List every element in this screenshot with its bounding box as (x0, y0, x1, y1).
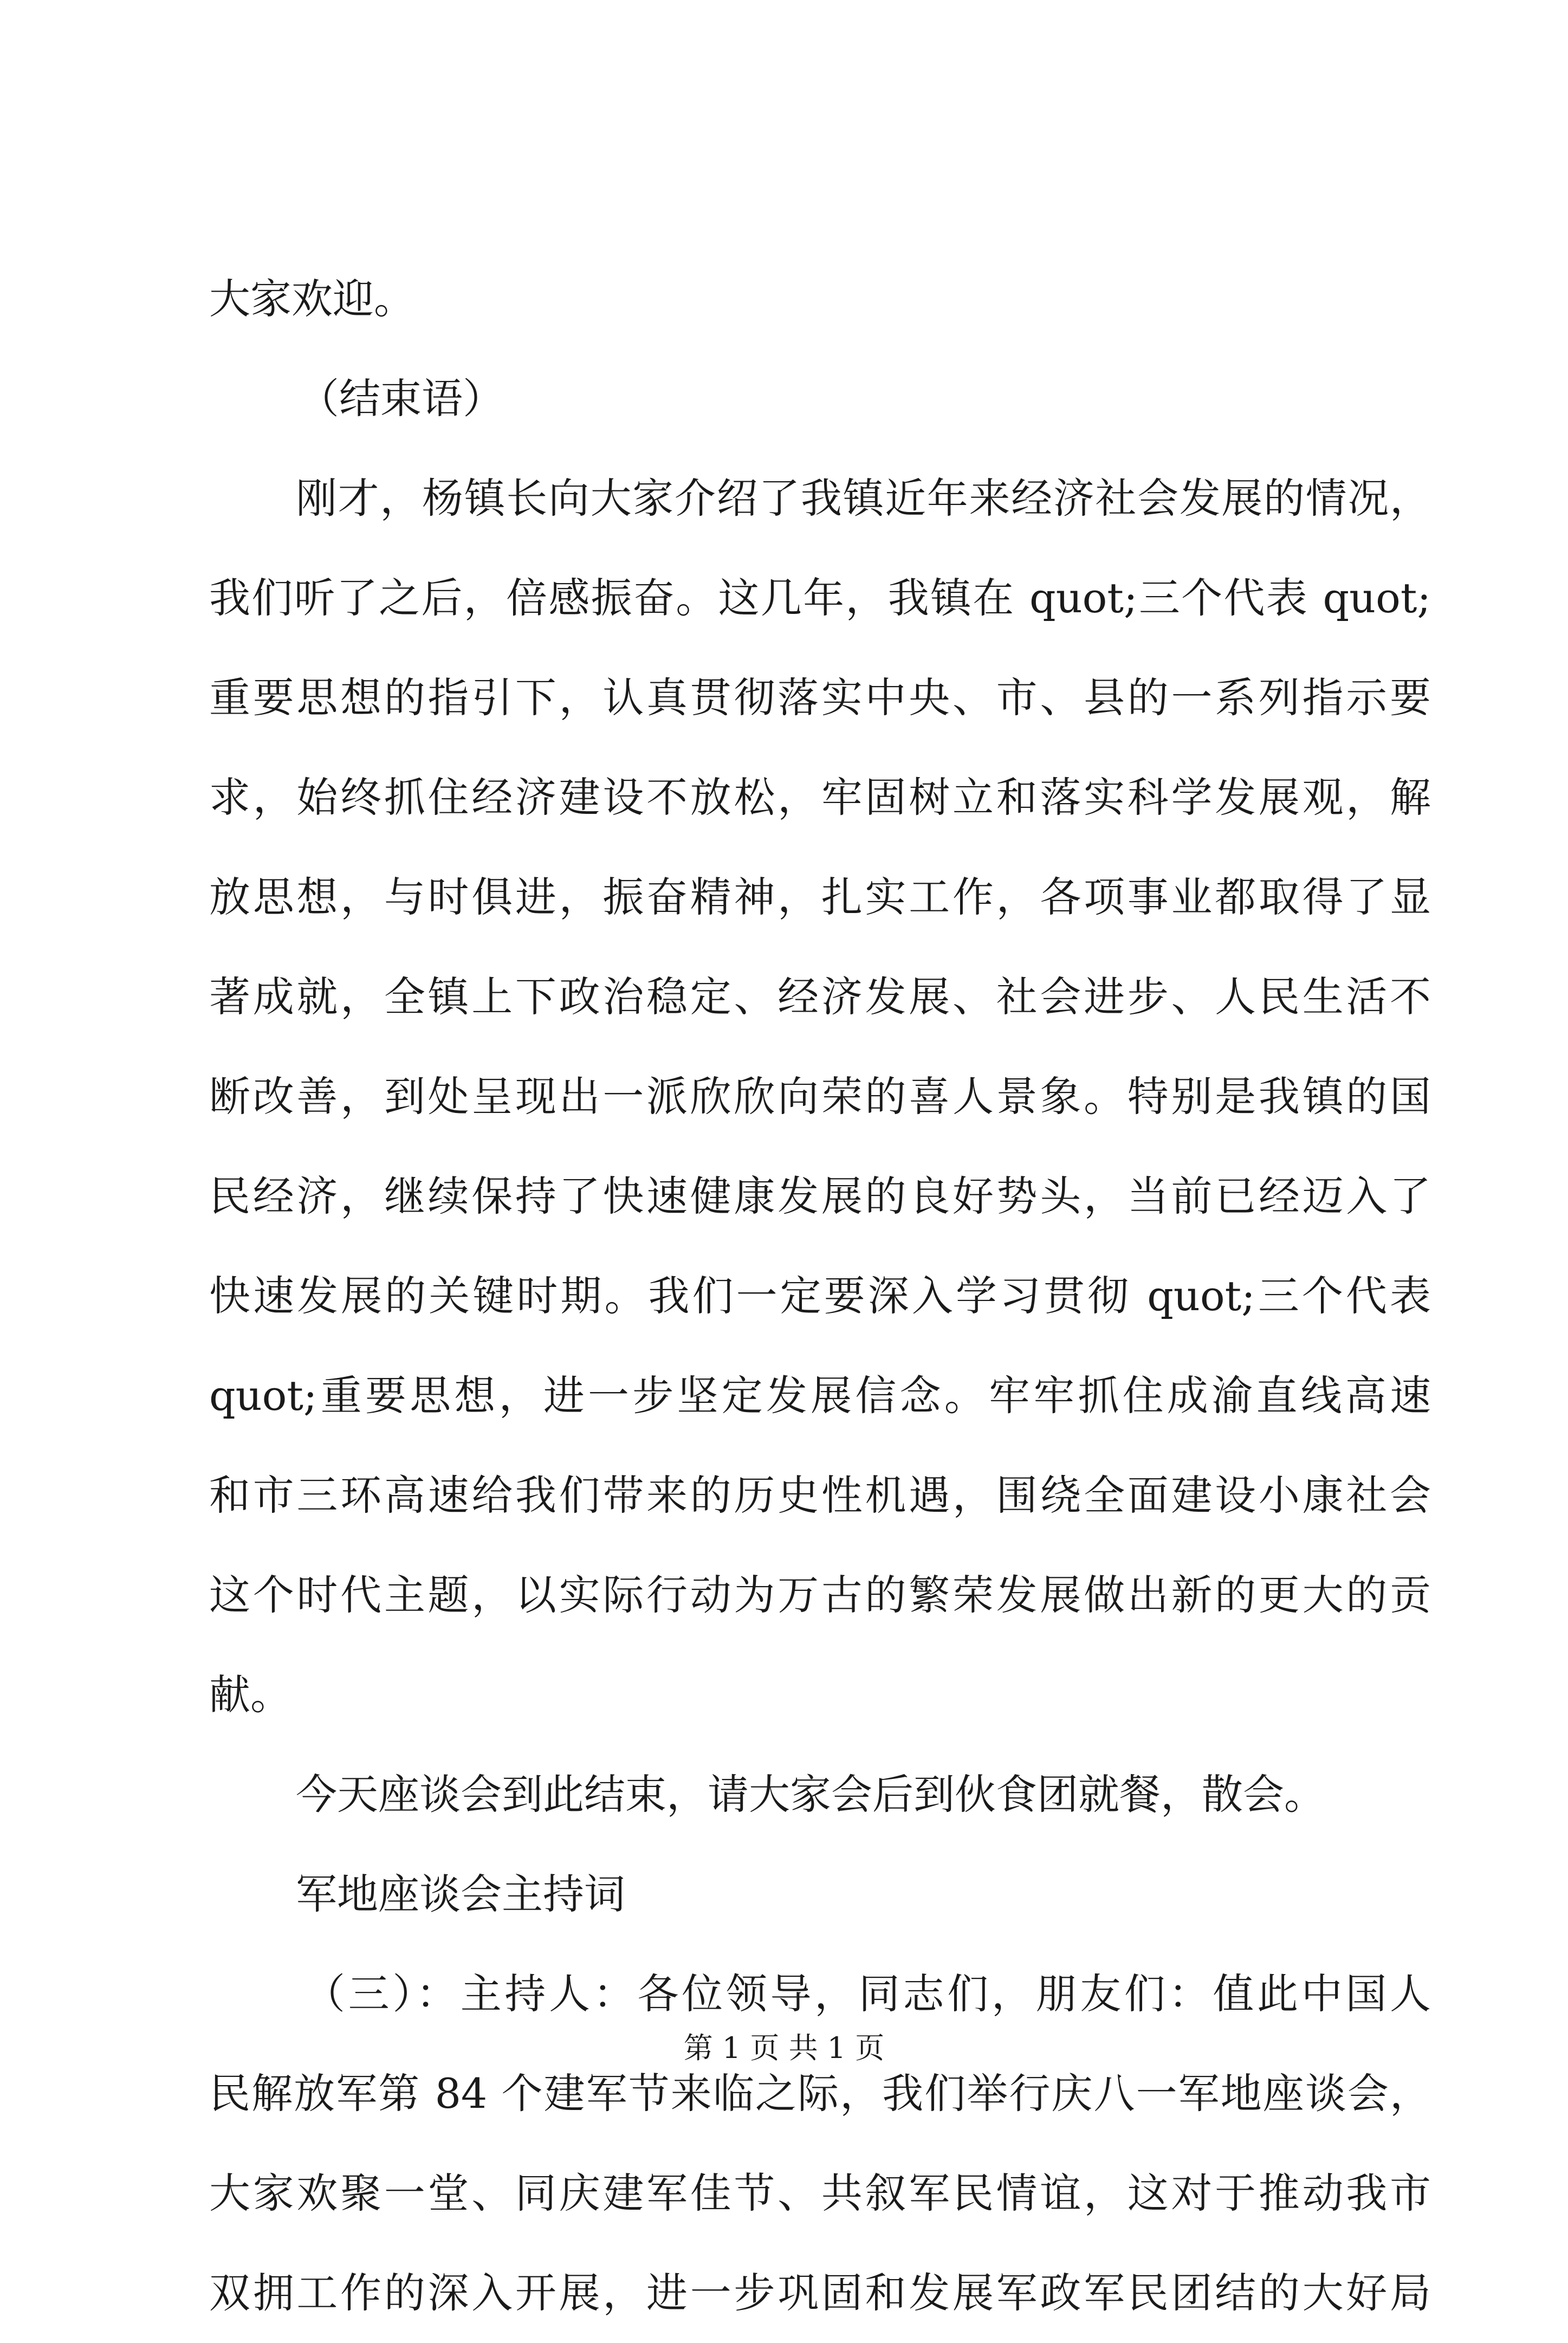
text-line: quot;重要思想，进一步坚定发展信念。牢牢抓住成渝直线高速 (209, 1371, 1431, 1420)
text-line: 著成就，全镇上下政治稳定、经济发展、社会进步、人民生活不 (209, 973, 1431, 1021)
text-line: 放思想，与时俱进，振奋精神，扎实工作，各项事业都取得了显 (209, 873, 1431, 921)
text-line: 双拥工作的深入开展，进一步巩固和发展军政军民团结的大好局 (209, 2269, 1431, 2317)
text-line: 大家欢迎。 (209, 275, 415, 323)
text-line: 大家欢聚一堂、同庆建军佳节、共叙军民情谊，这对于推动我市 (209, 2169, 1431, 2217)
document-title: 军地座谈会主持词 (296, 1870, 625, 1918)
text-line: 我们听了之后，倍感振奋。这几年，我镇在 quot;三个代表 quot; (209, 574, 1431, 622)
text-line: 民解放军第 84 个建军节来临之际，我们举行庆八一军地座谈会， (209, 2069, 1431, 2118)
text-line: 快速发展的关键时期。我们一定要深入学习贯彻 quot;三个代表 (209, 1272, 1431, 1320)
text-line: 今天座谈会到此结束，请大家会后到伙食团就餐，散会。 (296, 1770, 1325, 1818)
text-line: 献。 (209, 1671, 291, 1719)
text-line: 和市三环高速给我们带来的历史性机遇，围绕全面建设小康社会 (209, 1471, 1431, 1519)
text-line: 刚才，杨镇长向大家介绍了我镇近年来经济社会发展的情况， (296, 474, 1431, 522)
text-line: 求，始终抓住经济建设不放松，牢固树立和落实科学发展观，解 (209, 773, 1431, 821)
text-line: 这个时代主题，以实际行动为万古的繁荣发展做出新的更大的贡 (209, 1571, 1431, 1619)
text-line: 民经济，继续保持了快速健康发展的良好势头，当前已经迈入了 (209, 1172, 1431, 1220)
text-line: （三）：主持人：各位领导，同志们，朋友们：值此中国人 (304, 1970, 1431, 2018)
text-line: 重要思想的指引下，认真贯彻落实中央、市、县的一系列指示要 (209, 674, 1431, 722)
section-heading: （结束语） (298, 374, 504, 423)
page-number-footer: 第 1 页 共 1 页 (683, 2031, 885, 2065)
text-line: 断改善，到处呈现出一派欣欣向荣的喜人景象。特别是我镇的国 (209, 1072, 1431, 1121)
